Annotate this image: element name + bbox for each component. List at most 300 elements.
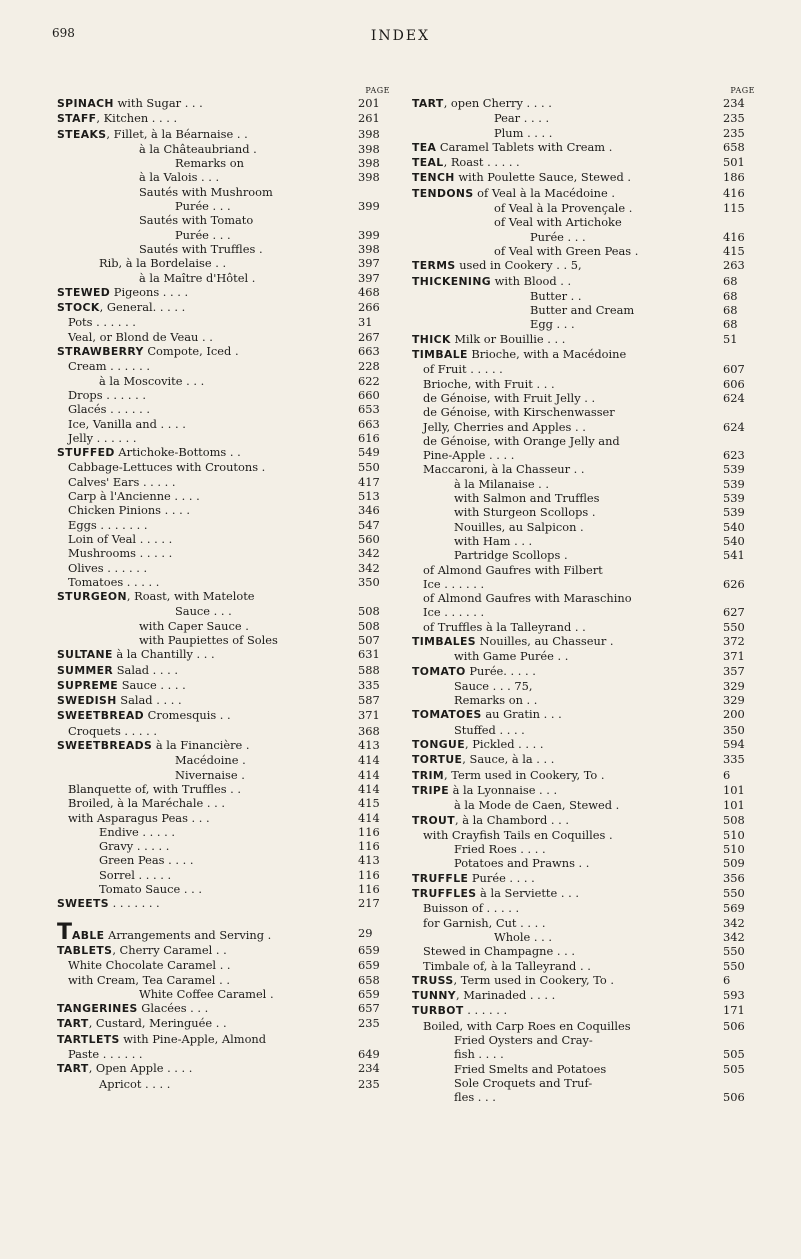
entry-text <box>412 1076 719 1090</box>
entry-label: , open Cherry . . . . <box>443 96 552 110</box>
entry-text <box>412 405 719 419</box>
entry-page: 29 <box>358 925 373 940</box>
entry-text <box>57 532 354 546</box>
entry-text <box>412 828 719 842</box>
index-entry <box>57 388 392 402</box>
entry-label: Tomatoes . . . . . <box>68 574 160 589</box>
entry-text <box>412 230 719 244</box>
entry-text <box>412 534 719 548</box>
entry-label: Tomato Sauce . . . <box>99 882 202 897</box>
entry-text <box>412 391 719 405</box>
entry-page: 68 <box>723 303 738 318</box>
entry-text <box>57 853 354 867</box>
entry-label: Egg . . . <box>530 317 575 332</box>
entry-text <box>57 753 354 767</box>
entry-keyword: SUMMER <box>57 663 114 677</box>
entry-page: 200 <box>723 707 745 722</box>
entry-text <box>57 1032 354 1047</box>
index-entry <box>57 285 392 300</box>
entry-label: Remarks on <box>175 156 244 171</box>
entry-text <box>412 752 719 767</box>
entry-page: 356 <box>723 870 745 885</box>
entry-text <box>412 126 719 140</box>
entry-page: 415 <box>358 796 380 811</box>
entry-label: Buisson of . . . . . <box>423 901 520 916</box>
entry-keyword: TARTLETS <box>57 1032 120 1046</box>
entry-page: 399 <box>358 227 380 242</box>
entry-page: 235 <box>358 1076 380 1091</box>
index-entry <box>57 811 392 825</box>
entry-page: 606 <box>723 376 745 391</box>
entry-text <box>57 678 354 693</box>
entry-page: 115 <box>723 201 745 216</box>
entry-text <box>57 185 354 199</box>
entry-text <box>57 300 354 315</box>
entry-text <box>412 901 719 915</box>
entry-text <box>412 620 719 634</box>
index-entry <box>412 856 757 870</box>
page-column-label: PAGE <box>730 86 755 95</box>
index-entry <box>57 228 392 242</box>
entry-text <box>412 886 719 901</box>
index-entry <box>412 693 757 707</box>
entry-page: 228 <box>358 359 380 374</box>
entry-keyword: TOMATO <box>412 664 466 678</box>
entry-text <box>412 491 719 505</box>
entry-label: Pots . . . . . . <box>68 315 136 330</box>
entry-text <box>412 186 719 201</box>
entry-text <box>57 882 354 896</box>
entry-text <box>57 359 354 373</box>
index-entry <box>412 1019 757 1033</box>
index-entry <box>57 315 392 329</box>
entry-label: , Kitchen . . . . <box>96 111 178 126</box>
entry-text <box>412 916 719 930</box>
index-entry <box>57 300 392 315</box>
entry-text <box>412 783 719 798</box>
entry-label: Carp à l'Ancienne . . . . <box>68 489 200 504</box>
entry-label: Chicken Pinions . . . . <box>68 503 190 518</box>
entry-keyword: STOCK <box>57 301 100 315</box>
index-entry <box>412 347 757 362</box>
entry-page: 506 <box>723 1018 745 1033</box>
index-entry <box>412 1076 757 1090</box>
entry-label: Macédoine . <box>175 753 246 768</box>
entry-text <box>57 271 354 285</box>
index-entry <box>57 344 392 359</box>
entry-page: 508 <box>723 812 745 827</box>
entry-page: 649 <box>358 1047 380 1061</box>
index-entry <box>57 919 392 945</box>
index-entry <box>412 111 757 125</box>
index-entry <box>57 782 392 796</box>
entry-text <box>412 842 719 856</box>
entry-label: Pear . . . . <box>494 111 550 126</box>
index-entry <box>57 170 392 184</box>
entry-label: Nivernaise . <box>175 767 245 782</box>
index-entry <box>412 813 757 828</box>
entry-page: 235 <box>358 1016 380 1031</box>
index-entry <box>57 242 392 256</box>
entry-label: à la Mode de Caen, Stewed . <box>454 798 620 813</box>
entry-label: de Génoise, with Fruit Jelly . . <box>423 390 596 405</box>
entry-label: of Veal à la Macédoine . <box>473 185 615 200</box>
entry-keyword: TRUFFLES <box>412 887 477 901</box>
entry-page: 547 <box>358 517 380 532</box>
entry-label: Sauce . . . <box>175 604 232 619</box>
index-entry <box>412 798 757 812</box>
index-entry <box>57 973 392 987</box>
entry-label: Cabbage-Lettuces with Croutons . <box>68 460 266 475</box>
entry-keyword: TIMBALES <box>412 634 476 648</box>
index-entry <box>57 825 392 839</box>
entry-text <box>412 170 719 185</box>
entry-page: 593 <box>723 988 745 1003</box>
entry-label: à la Financière . <box>152 738 250 753</box>
entry-keyword: SWEDISH <box>57 694 117 708</box>
entry-page: 623 <box>723 448 745 463</box>
entry-page: 171 <box>723 1003 745 1018</box>
entry-label: à la Valois . . . <box>139 170 220 185</box>
index-entry <box>412 707 757 722</box>
entry-text <box>57 896 354 911</box>
entry-keyword: TABLETS <box>57 943 113 957</box>
entry-page: 505 <box>723 1061 745 1076</box>
entry-text <box>57 460 354 474</box>
entry-text <box>57 589 354 604</box>
entry-page: 414 <box>358 781 380 796</box>
entry-label: of Veal with Green Peas . <box>494 243 639 258</box>
entry-keyword: TROUT <box>412 813 455 827</box>
index-entry <box>412 563 757 577</box>
entry-label: Ice . . . . . . <box>423 605 485 620</box>
entry-page: 508 <box>358 618 380 633</box>
entry-page: 550 <box>723 944 745 959</box>
entry-page: 508 <box>358 604 380 619</box>
index-entry <box>412 577 757 591</box>
entry-text <box>412 605 719 619</box>
entry-text <box>57 402 354 416</box>
entry-label: , Open Apple . . . . <box>88 1061 193 1076</box>
entry-text <box>412 591 719 605</box>
entry-label: , General. . . . . <box>99 300 186 315</box>
entry-page: 217 <box>358 896 380 911</box>
entry-page: 417 <box>358 474 380 489</box>
entry-label: Sautés with Mushroom <box>139 184 273 199</box>
entry-text <box>412 420 719 434</box>
entry-text <box>57 431 354 445</box>
index-entry <box>57 359 392 373</box>
entry-keyword: STAFF <box>57 112 97 126</box>
index-entry <box>57 142 392 156</box>
index-entry <box>412 620 757 634</box>
index-entry <box>412 534 757 548</box>
entry-label: , à la Chambord . . . <box>455 812 569 827</box>
entry-label: Loin of Veal . . . . . <box>68 531 173 546</box>
index-entry <box>57 882 392 896</box>
entry-keyword: TRUFFLE <box>412 871 469 885</box>
entry-page: 357 <box>723 663 745 678</box>
entry-keyword: TONGUE <box>412 738 465 752</box>
entry-text <box>412 201 719 215</box>
index-entry <box>412 258 757 273</box>
right-column <box>412 86 757 1104</box>
entry-label: Jelly . . . . . . <box>68 430 137 445</box>
entry-label: Ice . . . . . . <box>423 576 485 591</box>
index-entry <box>57 896 392 911</box>
entry-text <box>412 520 719 534</box>
index-entry <box>412 274 757 289</box>
entry-page: 342 <box>723 929 745 944</box>
entry-text <box>57 987 354 1001</box>
index-entry <box>57 460 392 474</box>
index-entry <box>57 796 392 810</box>
entry-page: 616 <box>358 430 380 445</box>
index-entry <box>57 1061 392 1076</box>
entry-text <box>57 1001 354 1016</box>
index-entry <box>57 156 392 170</box>
entry-label: à la Châteaubriand . <box>139 141 257 156</box>
index-entry <box>412 215 757 229</box>
index-entry <box>412 1003 757 1018</box>
index-entry <box>412 491 757 505</box>
entry-label: Olives . . . . . . <box>68 560 148 575</box>
entry-label: White Chocolate Caramel . . <box>68 958 231 973</box>
index-entry <box>412 126 757 140</box>
entry-text <box>412 1019 719 1033</box>
entry-label: Maccaroni, à la Chasseur . . <box>423 462 585 477</box>
entry-label: fles . . . <box>454 1090 496 1105</box>
index-entry <box>412 649 757 663</box>
entry-text <box>57 96 354 111</box>
entry-label: Purée . . . <box>175 199 231 214</box>
entry-page: 539 <box>723 476 745 491</box>
index-entry <box>57 271 392 285</box>
index-entry <box>412 973 757 988</box>
entry-page: 350 <box>723 722 745 737</box>
entry-label: de Génoise, with Orange Jelly and <box>423 433 620 448</box>
entry-text <box>57 958 354 972</box>
entry-text <box>57 475 354 489</box>
entry-label: Endive . . . . . <box>99 824 175 839</box>
entry-label: Sorrel . . . . . <box>99 867 172 882</box>
entry-text <box>57 825 354 839</box>
index-entry <box>412 391 757 405</box>
entry-label: Salad . . . . <box>113 662 179 677</box>
entry-text <box>57 156 354 170</box>
index-entry <box>57 987 392 1001</box>
entry-text <box>412 1003 719 1018</box>
left-entries <box>57 96 392 1091</box>
index-entry <box>412 944 757 958</box>
index-entry <box>412 901 757 915</box>
entry-label: Jelly, Cherries and Apples . . <box>423 419 586 434</box>
entry-label: Partridge Scollops . <box>454 548 568 563</box>
index-entry <box>412 96 757 111</box>
entry-page: 329 <box>723 693 745 708</box>
entry-page: 550 <box>723 958 745 973</box>
entry-page: 413 <box>358 853 380 868</box>
index-entry <box>57 256 392 270</box>
entry-label: Sauce . . . 75, <box>454 678 533 693</box>
entry-page: 398 <box>358 241 380 256</box>
entry-label: Paste . . . . . . <box>68 1047 143 1061</box>
entry-label: used in Cookery . . 5, <box>455 258 582 273</box>
entry-page: 413 <box>358 738 380 753</box>
entry-keyword: TEAL <box>412 156 444 170</box>
entry-label: with Caper Sauce . <box>139 618 249 633</box>
entry-text <box>57 1047 354 1061</box>
entry-label: Nouilles, au Chasseur . <box>475 633 614 648</box>
page-number: 698 <box>52 26 75 40</box>
index-entry <box>57 943 392 958</box>
index-entry <box>57 1032 392 1047</box>
entry-text <box>57 417 354 431</box>
entry-page: 415 <box>723 243 745 258</box>
entry-text <box>57 213 354 227</box>
entry-label: Ice, Vanilla and . . . . <box>68 416 186 431</box>
entry-keyword: SPINACH <box>57 97 114 110</box>
entry-text <box>412 289 719 303</box>
entry-page: 235 <box>723 125 745 140</box>
entry-page: 539 <box>723 462 745 477</box>
entry-label: Croquets . . . . . <box>68 723 158 738</box>
entry-text <box>57 1016 354 1031</box>
entry-text <box>412 548 719 562</box>
index-entry <box>412 244 757 258</box>
entry-label: de Génoise, with Kirschenwasser <box>423 405 615 420</box>
entry-text <box>57 811 354 825</box>
entry-page: 68 <box>723 317 738 332</box>
entry-page: 397 <box>358 256 380 271</box>
entry-text <box>57 242 354 256</box>
entry-page: 371 <box>358 708 380 723</box>
index-entry <box>412 303 757 317</box>
entry-page: 235 <box>723 111 745 126</box>
entry-text <box>57 315 354 329</box>
entry-label: with Ham . . . <box>454 533 533 548</box>
page-column-label: PAGE <box>365 86 390 95</box>
entry-page: 116 <box>358 839 380 854</box>
entry-text <box>412 856 719 870</box>
entry-page: 663 <box>358 344 380 359</box>
entry-label: à la Moscovite . . . <box>99 373 205 388</box>
entry-label: , Custard, Meringuée . . <box>88 1016 227 1031</box>
index-entry <box>57 678 392 693</box>
index-entry <box>412 377 757 391</box>
entry-label: Cromesquis . . <box>144 708 231 723</box>
entry-page: 660 <box>358 387 380 402</box>
index-entry <box>57 575 392 589</box>
index-entry <box>412 634 757 649</box>
index-entry <box>412 723 757 737</box>
entry-page: 560 <box>358 531 380 546</box>
entry-page: 506 <box>723 1090 745 1105</box>
entry-label: Milk or Bouillie . . . <box>450 331 566 346</box>
entry-label: Salad . . . . <box>116 693 182 708</box>
entry-text <box>412 813 719 828</box>
entry-text <box>57 546 354 560</box>
entry-label: Fried Roes . . . . <box>454 842 546 857</box>
entry-page: 261 <box>358 111 380 126</box>
entry-page: 607 <box>723 362 745 377</box>
entry-label: Drops . . . . . . <box>68 387 147 402</box>
index-entry <box>412 434 757 448</box>
entry-label: , Marinaded . . . . <box>456 988 556 1003</box>
entry-page: 335 <box>358 677 380 692</box>
entry-label: Arrangements and Serving . <box>104 927 272 942</box>
entry-page: 659 <box>358 986 380 1001</box>
entry-page: 631 <box>358 647 380 662</box>
entry-label: with Cream, Tea Caramel . . <box>68 972 230 987</box>
entry-text <box>57 127 354 142</box>
index-entry <box>412 462 757 476</box>
entry-keyword: STUFFED <box>57 446 115 460</box>
entry-label: of Truffles à la Talleyrand . . <box>423 619 586 634</box>
entry-text <box>57 708 354 723</box>
entry-text <box>57 633 354 647</box>
entry-text <box>412 140 719 155</box>
index-entry <box>57 724 392 738</box>
entry-page: 329 <box>723 678 745 693</box>
entry-label: Fried Oysters and Cray- <box>454 1033 593 1047</box>
entry-page: 588 <box>358 662 380 677</box>
entry-text <box>57 1077 354 1091</box>
index-entry <box>412 317 757 331</box>
entry-label: Timbale of, à la Talleyrand . . <box>423 958 591 973</box>
entry-label: Caramel Tablets with Cream . <box>436 139 613 154</box>
entry-page: 372 <box>723 633 745 648</box>
entry-text <box>57 782 354 796</box>
entry-label: with Paupiettes of Soles <box>139 632 278 647</box>
entry-label: with Sugar . . . <box>113 96 203 110</box>
entry-page: 550 <box>358 460 380 475</box>
entry-text <box>412 155 719 170</box>
entry-page: 510 <box>723 842 745 857</box>
entry-text <box>57 170 354 184</box>
entry-label: of Veal à la Provençale . <box>494 201 633 216</box>
index-entry <box>412 605 757 619</box>
entry-label: Gravy . . . . . <box>99 839 170 854</box>
entry-label: of Almond Gaufres with Filbert <box>423 562 603 577</box>
entry-label: Sauce . . . . <box>118 677 186 692</box>
entry-page: 507 <box>358 632 380 647</box>
entry-label: Purée . . . . <box>468 870 535 885</box>
entry-label: Blanquette of, with Truffles . . <box>68 781 242 796</box>
entry-text <box>412 1090 719 1104</box>
index-entry <box>57 663 392 678</box>
index-entry <box>412 752 757 767</box>
entry-page: 663 <box>358 416 380 431</box>
entry-label: Purée . . . <box>175 227 231 242</box>
entry-text <box>57 503 354 517</box>
entry-keyword: TOMATOES <box>412 708 482 722</box>
index-entry <box>412 783 757 798</box>
entry-text <box>412 973 719 988</box>
entry-page: 509 <box>723 856 745 871</box>
entry-text <box>57 374 354 388</box>
entry-label: Sautés with Tomato <box>139 213 254 228</box>
entry-label: Whole . . . <box>494 929 553 944</box>
entry-page: 116 <box>358 824 380 839</box>
index-entry <box>412 768 757 783</box>
index-entry <box>57 127 392 142</box>
entry-page: 267 <box>358 329 380 344</box>
index-entry <box>57 561 392 575</box>
entry-text <box>412 988 719 1003</box>
running-header: INDEX <box>370 28 431 44</box>
index-entry <box>57 417 392 431</box>
